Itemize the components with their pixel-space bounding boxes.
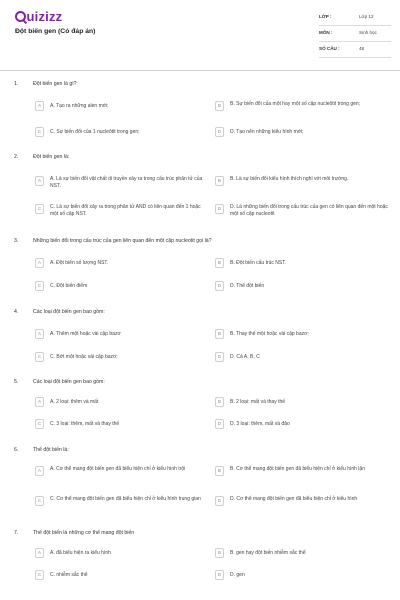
header-divider	[0, 70, 400, 71]
option-text: D. Cơ thể mang đột biến gen đã biểu hiện chỉ ở kiểu hình	[230, 496, 358, 502]
option-letter-badge: B	[215, 466, 224, 476]
option-text: D. Thể đột biến	[230, 283, 265, 289]
option-letter-badge: C	[35, 419, 44, 429]
option-letter-badge: C	[35, 570, 44, 580]
option-text: D. Tạo nên những kiểu hình mới;	[230, 129, 304, 135]
worksheet-header	[0, 0, 400, 71]
option-letter-badge: B	[215, 101, 224, 111]
option-text: B. gen hay đột biến nhiễm sắc thể	[230, 550, 306, 556]
option-letter-badge: B	[215, 258, 224, 268]
option-letter-badge: D	[215, 570, 224, 580]
option-text: B. Sự biến đổi của một hay một số cặp nucleôtit trong gen;	[230, 101, 361, 107]
document-title: Đột biến gen (Có đáp án)	[15, 28, 96, 35]
option-text: B. 2 loại: mất và thay thế	[230, 399, 286, 405]
question-text: Đột biến gen là:	[33, 154, 70, 160]
meta-label: SỐ CÂU :	[319, 46, 340, 51]
option-letter-badge: D	[215, 496, 224, 506]
option-text: C. 3 loại: thêm, mất và thay thế	[50, 421, 120, 427]
question-text: Thể đột biến là:	[33, 447, 69, 453]
logo-q-icon	[15, 11, 26, 22]
option-text: D. Cả A, B, C	[230, 354, 260, 360]
meta-label: MÔN :	[319, 30, 333, 35]
option-text: D. 3 loại: thêm, mất và đảo	[230, 421, 290, 427]
question-text: Các loại đột biến gen bao gồm:	[33, 309, 105, 315]
question-number: 3.	[14, 238, 19, 244]
option-text: C. nhiễm sắc thể	[50, 572, 88, 578]
question-number: 1.	[14, 81, 19, 87]
option-letter-badge: C	[35, 496, 44, 506]
option-letter-badge: A	[35, 466, 44, 476]
option-letter-badge: D	[215, 352, 224, 362]
option-letter-badge: A	[35, 329, 44, 339]
option-letter-badge: A	[35, 101, 44, 111]
question-number: 5.	[14, 379, 19, 385]
option-letter-badge: B	[215, 329, 224, 339]
option-letter-badge: A	[35, 258, 44, 268]
option-letter-badge: B	[215, 397, 224, 407]
meta-table	[319, 11, 391, 59]
option-text: A. 2 loại: thêm và mất	[50, 399, 99, 405]
option-letter-badge: B	[215, 548, 224, 558]
quizizz-logo: uizizz	[15, 10, 315, 24]
option-text: A. Cơ thể mang đột biến gen đã biểu hiện chỉ ở kiểu hình trội	[50, 466, 186, 472]
option-text: B. Là sự biến đổi kiểu hình thích nghi với môi trường.	[230, 176, 349, 182]
option-text: B. Đột biến cấu trúc NST.	[230, 260, 287, 266]
meta-row-grade	[319, 11, 391, 26]
option-letter-badge: C	[35, 204, 44, 214]
meta-row-subject	[319, 27, 391, 42]
option-text: A. Là sự biến đổi vật chất di truyền xảy ra trong cấu trúc phân tử của NST.	[50, 176, 203, 189]
option-text: C. Bớt một hoặc vài cặp bazơ;	[50, 354, 118, 360]
option-letter-badge: D	[215, 127, 224, 137]
option-letter-badge: A	[35, 176, 44, 186]
option-letter-badge: C	[35, 127, 44, 137]
option-text: A. Đột biến số lượng NST.	[50, 260, 109, 266]
option-text: D. Là những biến đổi trong cấu trúc của gen có liên quan đến một hoặc một số cặp nucleotit	[230, 204, 388, 217]
option-letter-badge: B	[215, 176, 224, 186]
option-text: A. Tạo ra những alen mới;	[50, 103, 109, 109]
meta-value: Sinh học	[359, 30, 377, 35]
option-text: B. Thay thế một hoặc vài cặp bazơ;	[230, 331, 309, 337]
option-text: C. Cơ thể mang đột biến gen đã biểu hiện chỉ ở kiểu hình trung gian	[50, 496, 201, 502]
option-text: C. Là sự biến đổi xảy ra trong phân tử AND có liên quan đến 1 hoặc một số cặp NST.	[50, 204, 201, 217]
option-text: C. Đột biến điểm	[50, 283, 88, 289]
option-letter-badge: A	[35, 397, 44, 407]
question-text: Đột biến gen là gì?	[33, 81, 77, 87]
option-text: B. Cơ thể mang đột biến gen đã biểu hiện chỉ ở kiểu hình lặn	[230, 466, 365, 472]
question-number: 2.	[14, 154, 19, 160]
question-text: Những biến đổi trong cấu trúc của gen liên quan đến một cặp nucleotit gọi là?	[33, 238, 212, 244]
option-letter-badge: A	[35, 548, 44, 558]
question-text: Thể đột biến là những cơ thể mang đột biến	[33, 530, 135, 536]
option-letter-badge: D	[215, 281, 224, 291]
question-number: 4.	[14, 309, 19, 315]
option-text: A. Thêm một hoặc vài cặp bazơ	[50, 331, 121, 337]
question-number: 7.	[14, 530, 19, 536]
header-left	[15, 10, 315, 35]
meta-label: LỚP :	[319, 14, 332, 19]
meta-row-count	[319, 43, 391, 58]
option-text: A. đã biểu hiện ra kiểu hình	[50, 550, 111, 556]
meta-value: Lớp 12	[359, 14, 374, 19]
option-letter-badge: D	[215, 204, 224, 214]
question-text: Các loại đột biến gen bao gồm:	[33, 379, 105, 385]
option-text: D. gen	[230, 572, 245, 578]
option-letter-badge: C	[35, 281, 44, 291]
question-number: 6.	[14, 447, 19, 453]
meta-value: 48	[359, 46, 365, 51]
option-letter-badge: D	[215, 419, 224, 429]
option-text: C. Sự biến đổi của 1 nucleôtit trong gen;	[50, 129, 140, 135]
option-letter-badge: C	[35, 352, 44, 362]
